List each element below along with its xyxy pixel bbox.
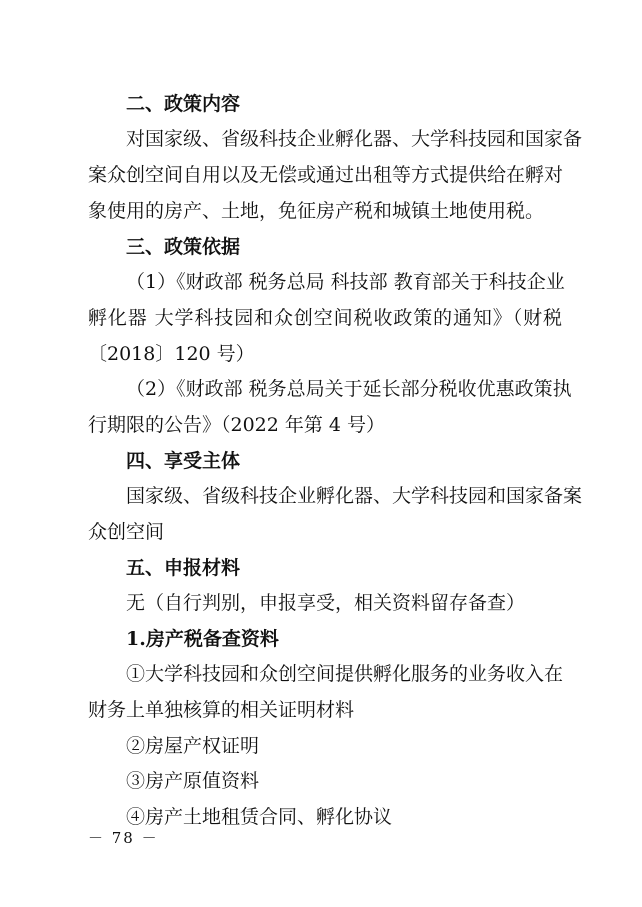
section-heading-materials: 五、申报材料 [126, 557, 241, 579]
list-item-line: ①大学科技园和众创空间提供孵化服务的业务收入在 [126, 663, 564, 685]
list-item: ④房产土地租赁合同、孵化协议 [126, 806, 393, 828]
subheading-property-tax: 1.房产税备查资料 [126, 628, 279, 650]
section-heading-policy-content: 二、政策内容 [126, 93, 241, 115]
paragraph-line: 案众创空间自用以及无偿或通过出租等方式提供给在孵对 [88, 164, 564, 186]
page-number: － 78 － [88, 829, 159, 847]
paragraph-line: 众创空间 [88, 521, 165, 543]
section-heading-policy-basis: 三、政策依据 [126, 236, 241, 258]
paragraph-line: 行期限的公告》（2022 年第 4 号） [88, 414, 386, 436]
paragraph-line: 〔2018〕120 号） [88, 343, 255, 365]
paragraph-line: （2）《财政部 税务总局关于延长部分税收优惠政策执 [126, 378, 572, 400]
paragraph-line: 无（自行判别，申报享受，相关资料留存备查） [126, 592, 526, 614]
paragraph-line: 国家级、省级科技企业孵化器、大学科技园和国家备案 [126, 485, 583, 507]
list-item: ②房屋产权证明 [126, 735, 260, 757]
paragraph-line: 象使用的房产、土地，免征房产税和城镇土地使用税。 [88, 200, 545, 222]
paragraph-line: （1）《财政部 税务总局 科技部 教育部关于科技企业 [126, 271, 565, 293]
paragraph-line: 孵化器 大学科技园和众创空间税收政策的通知》（财税 [88, 307, 562, 329]
list-item: ③房产原值资料 [126, 770, 260, 792]
paragraph-line: 对国家级、省级科技企业孵化器、大学科技园和国家备 [126, 128, 583, 150]
section-heading-beneficiaries: 四、享受主体 [126, 450, 241, 472]
list-item-line: 财务上单独核算的相关证明材料 [88, 699, 355, 721]
